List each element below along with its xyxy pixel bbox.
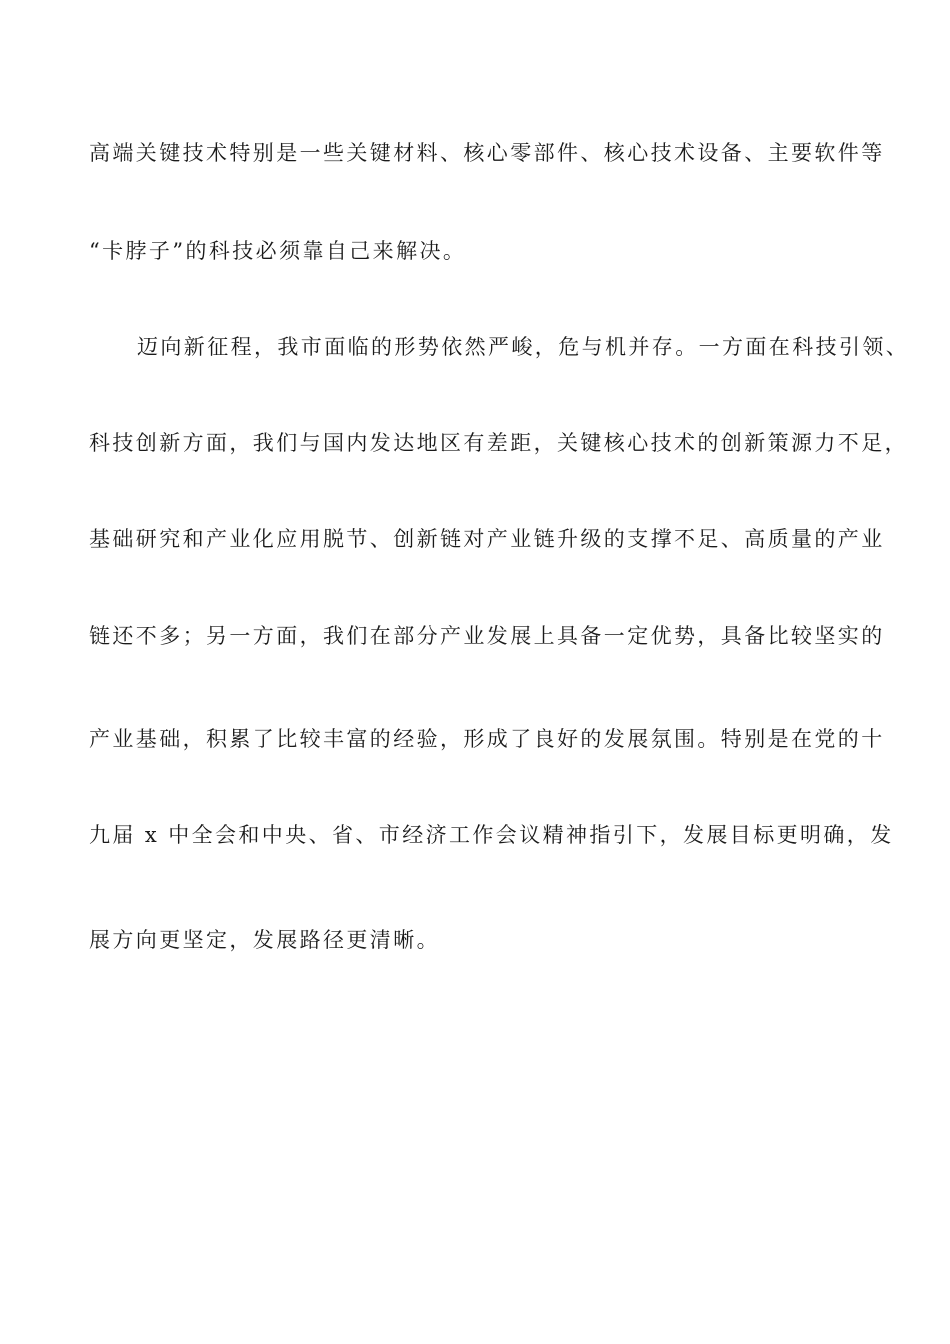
- text-line-6: 链还不多；另一方面，我们在部分产业发展上具备一定优势，具备比较坚实的: [89, 624, 885, 648]
- text-line-4: 科技创新方面，我们与国内发达地区有差距，关键核心技术的创新策源力不足，: [89, 431, 908, 455]
- text-line-1: 高端关键技术特别是一些关键材料、核心零部件、核心技术设备、主要软件等: [89, 141, 885, 165]
- text-line-5: 基础研究和产业化应用脱节、创新链对产业链升级的支撑不足、高质量的产业: [89, 527, 885, 551]
- text-line-7: 产业基础，积累了比较丰富的经验，形成了良好的发展氛围。特别是在党的十: [89, 727, 885, 751]
- text-line-2: “卡脖子”的科技必须靠自己来解决。: [89, 239, 467, 263]
- paragraph-start-line: 迈向新征程，我市面临的形势依然严峻，危与机并存。一方面在科技引领、: [137, 335, 910, 359]
- text-line-9: 展方向更坚定，发展路径更清晰。: [89, 928, 440, 952]
- text-line-8: 九届 x 中全会和中央、省、市经济工作会议精神指引下，发展目标更明确，发: [89, 823, 894, 847]
